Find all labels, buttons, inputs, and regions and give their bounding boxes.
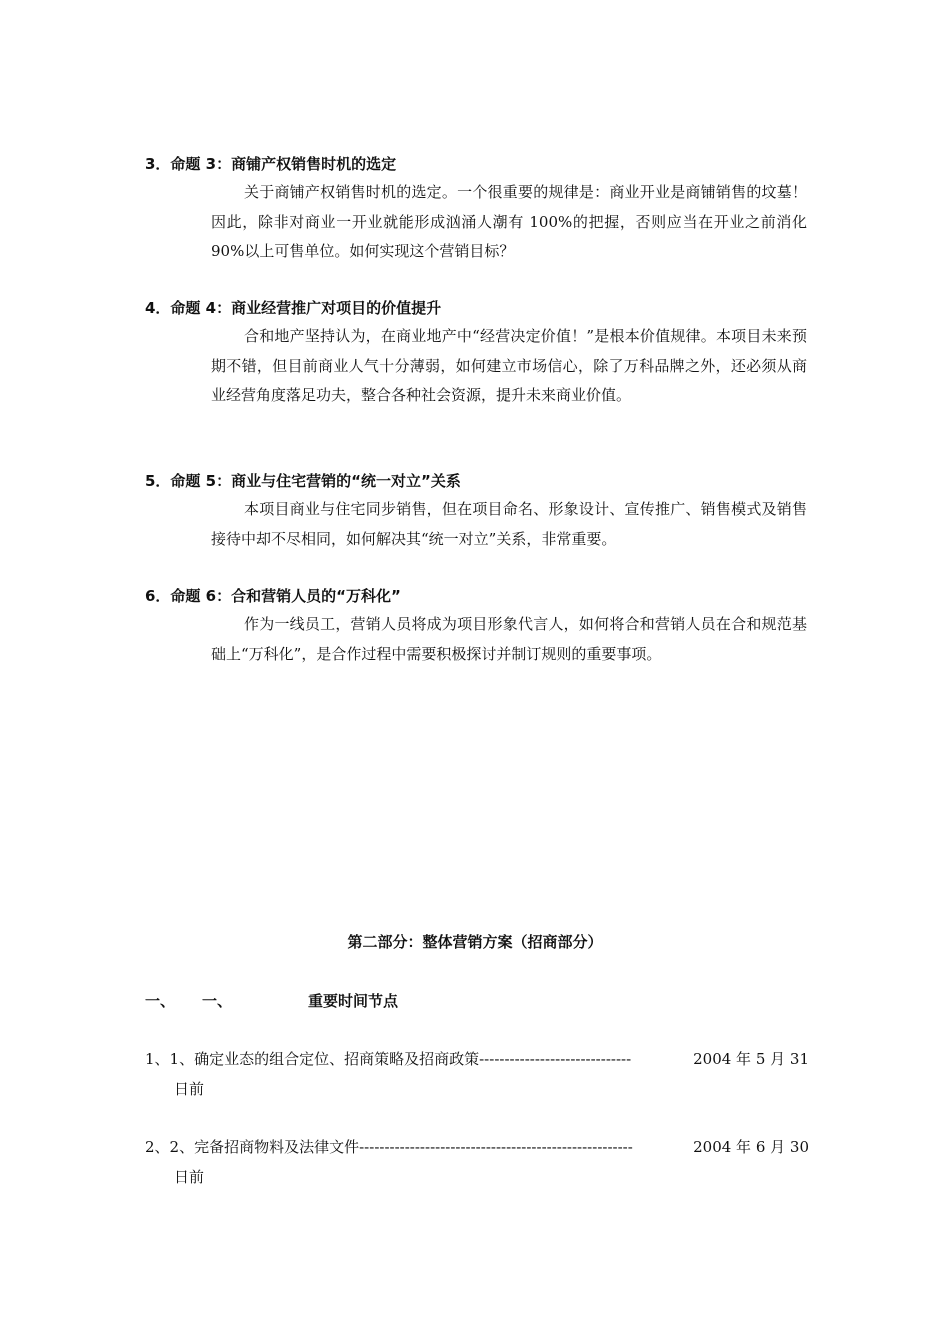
item-2-leader: ------------------------------------------------------ (359, 1138, 633, 1156)
proposition-3-heading: 3．命题 3：商铺产权销售时机的选定 (145, 155, 397, 173)
part-two-title: 第二部分：整体营销方案（招商部分） (347, 933, 603, 951)
item-2-number: 2、2、 (145, 1138, 195, 1156)
item-2-continuation: 日前 (174, 1168, 205, 1186)
item-1-text: 确定业态的组合定位、招商策略及招商政策 (194, 1050, 480, 1068)
proposition-4-body: 合和地产坚持认为，在商业地产中“经营决定价值！”是根本价值规律。本项目未来预期不错，但目前商业人气十分薄弱，如何建立市场信心，除了万科品牌之外，还必须从商业经营角度落足功夫，整合各种社会资源，提升未来商业价值。 (211, 327, 807, 404)
timeline-item-2 (145, 1132, 809, 1192)
proposition-6-heading: 6．命题 6：合和营销人员的“万科化” (145, 587, 401, 605)
proposition-6-body: 作为一线员工，营销人员将成为项目形象代言人，如何将合和营销人员在合和规范基础上“万科化”，是合作过程中需要积极探讨并制订规则的重要事项。 (211, 615, 807, 663)
section-number-outer: 一、 (145, 992, 176, 1010)
item-1-date: 2004 年 5 月 31 (693, 1050, 809, 1068)
section-number-inner: 一、 (202, 992, 233, 1010)
proposition-3-body: 关于商铺产权销售时机的选定。一个很重要的规律是：商业开业是商铺销售的坟墓！因此，除非对商业一开业就能形成汹涌人潮有 100%的把握，否则应当在开业之前消化 90%以上可售单位。如何实现这个营销目标？ (211, 183, 807, 260)
item-1-number: 1、1、 (145, 1050, 195, 1068)
timeline-item-1 (145, 1044, 809, 1104)
item-2-text: 完备招商物料及法律文件 (194, 1138, 360, 1156)
item-1-leader: ------------------------------ (479, 1050, 632, 1068)
proposition-5-heading: 5．命题 5：商业与住宅营销的“统一对立”关系 (145, 472, 461, 490)
item-1-continuation: 日前 (174, 1080, 205, 1098)
item-2-date: 2004 年 6 月 30 (693, 1138, 809, 1156)
proposition-4-heading: 4．命题 4：商业经营推广对项目的价值提升 (145, 299, 442, 317)
proposition-5-body: 本项目商业与住宅同步销售，但在项目命名、形象设计、宣传推广、销售模式及销售接待中却不尽相同，如何解决其“统一对立”关系，非常重要。 (211, 500, 807, 548)
section-title: 重要时间节点 (308, 992, 399, 1010)
